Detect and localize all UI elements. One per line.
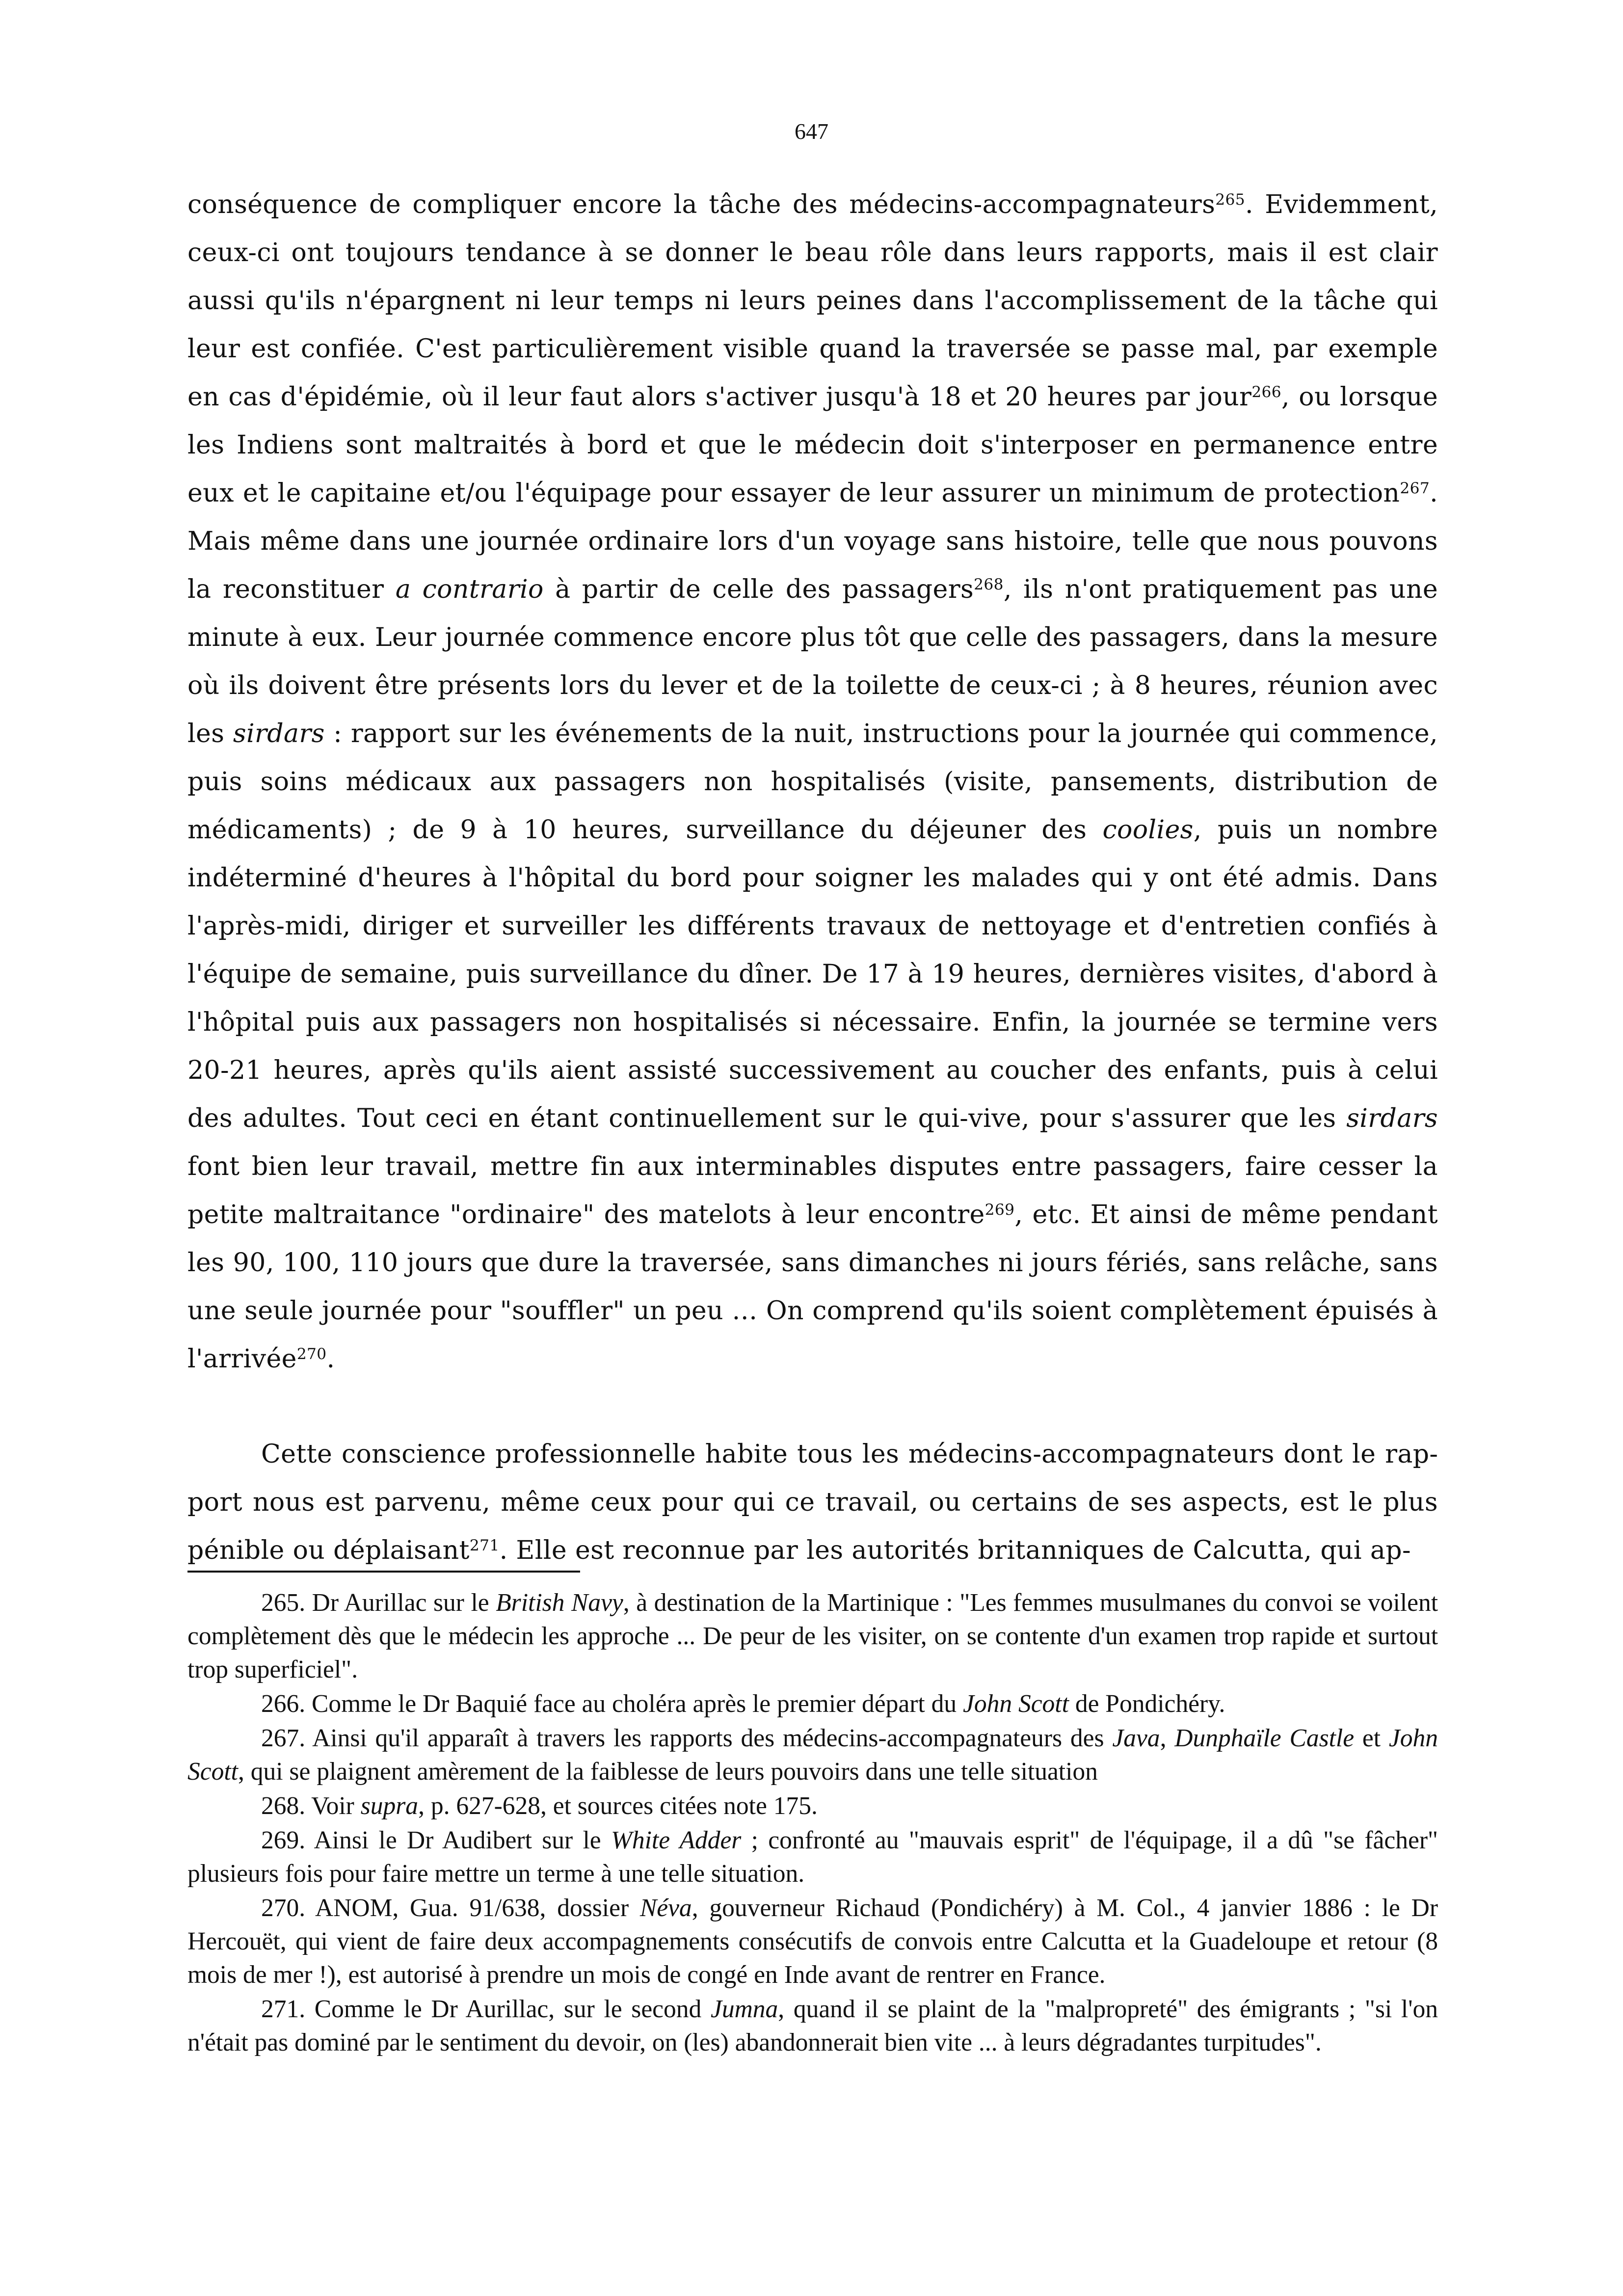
paragraph: conséquence de compliquer encore la tâche des médecins-accompagnateurs$^{265}$. Evidemment, ceux-ci ont toujours tendance à se donner le beau rôle dans leurs rapports, mais il est clair aussi qu'ils n'épargnent ni leur temps ni leurs peines dans l'accomplissement de la tâche qui leur est confiée. C'est particulièrement visible quand la traversée se passe mal, par exemple en cas d'épidémie, où il leur faut alors s'activer jusqu'à 18 et 20 heures par jour$^{266}$, ou lorsque les Indiens sont maltraités à bord et que le médecin doit s'interposer en permanence entre eux et le capitaine et/ou l'équipage pour essayer de leur assurer un minimum de protection$^{267}$. Mais même dans une journée ordinaire lors d'un voyage sans histoire, telle que nous pouvons la reconstituer a contrario à partir de celle des passagers$^{268}$, ils n'ont pratiquement pas une minute à eux. Leur journée commence encore plus tôt que celle des passagers, dans la mesure où ils doivent être présents lors du lever et de la toilette de ceux-ci ; à 8 heures, réunion avec les sirdars : rapport sur les événements de la nuit, instructions pour la journée qui commence, puis soins médicaux aux passagers non hospitalisés (visite, pansements, distribution de médicaments) ; de 9 à 10 heures, surveillance du déjeuner des coolies, puis un nombre indéterminé d'heures à l'hôpital du bord pour soigner les malades qui y ont été admis. Dans l'après-midi, diriger et surveiller les différents travaux de nettoyage et d'entretien confiés à l'équipe de semaine, puis surveillance du dîner. De 17 à 19 heures, dernières visites, d'abord à l'hôpital puis aux passagers non hospitalisés si nécessaire. Enfin, la journée se termine vers 20-21 heures, après qu'ils aient assisté successivement au coucher des enfants, puis à celui des adultes. Tout ceci en étant continuellement sur le qui-vive, pour s'assurer que les sirdars font bien leur travail, mettre fin aux interminables disputes entre passagers, faire cesser la petite maltraitance "ordinaire" des matelots à leur encontre$^{269}$, etc. Et ainsi de même pendant les 90, 100, 110 jours que dure la traversée, sans dimanches ni jours fériés, sans relâche, sans une seule journée pour "souffler" un peu … On comprend qu'ils soient complètement épuisés à l'arrivée$^{270}$. — [187, 190, 1438, 1374]
footnote: 269. Ainsi le Dr Audibert sur le White Adder ; confronté au "mauvais esprit" de l'équipage, il a dû "se fâcher" plusieurs fois pour faire mettre un terme à une telle situation. — [187, 1826, 1438, 1888]
footnote-reference[interactable]: 265 — [1215, 190, 1245, 209]
footnote-reference[interactable]: 266 — [1251, 383, 1282, 401]
footnotes — [187, 1586, 1438, 2060]
footnote: 265. Dr Aurillac sur le British Navy, à destination de la Martinique : "Les femmes musulmanes du convoi se voilent complètement dès que le médecin les approche ... De peur de les visiter, on se contente d'un examen trop rapide et surtout trop superficiel". — [187, 1589, 1438, 1683]
italic-text: Jumna — [710, 1995, 778, 2023]
italic-text: sirdars — [1346, 1104, 1438, 1133]
footnote: 270. ANOM, Gua. 91/638, dossier Néva, gouverneur Richaud (Pondichéry) à M. Col., 4 janvier 1886 : le Dr Hercouët, qui vient de faire deux accompagnements consécutifs de convois entre Calcutta et la Guadeloupe et retour (8 mois de mer !), est autorisé à prendre un mois de congé en Inde avant de rentrer en France. — [187, 1894, 1438, 1989]
footnote: 268. Voir supra, p. 627-628, et sources citées note 175. — [261, 1792, 818, 1820]
italic-text: sirdars — [233, 719, 325, 748]
italic-text: supra — [360, 1792, 419, 1820]
page-number: 647 — [795, 119, 828, 144]
footnote-separator — [187, 1571, 580, 1573]
paragraph: Cette conscience professionnelle habite tous les médecins-accompagnateurs dont le rapport nous est parvenu, même ceux pour qui ce travail, ou certains de ses aspects, est le plus pénible ou déplaisant$^{271}$. Elle est reconnue par les autorités britanniques de Calcutta, qui ap- — [187, 1440, 1438, 1565]
footnote-reference[interactable]: 270 — [296, 1345, 327, 1363]
footnote-reference[interactable]: 267 — [1400, 479, 1430, 497]
italic-text: Néva — [639, 1894, 692, 1922]
italic-text: coolies — [1102, 815, 1194, 845]
italic-text: Java — [1112, 1724, 1160, 1752]
footnote-reference[interactable]: 269 — [984, 1201, 1015, 1219]
footnote-reference[interactable]: 268 — [974, 575, 1004, 593]
body-text — [187, 181, 1438, 1575]
italic-text: a contrario — [395, 575, 544, 604]
footnote-reference[interactable]: 271 — [469, 1536, 500, 1554]
italic-text: White Adder — [611, 1826, 742, 1854]
footnote: 266. Comme le Dr Baquié face au choléra après le premier départ du John Scott de Pondichéry. — [261, 1690, 1225, 1718]
italic-text: Dunphaïle Castle — [1174, 1724, 1355, 1752]
italic-text: John Scott — [962, 1690, 1069, 1718]
italic-text: British Navy — [496, 1589, 623, 1617]
italic-text: John Scott — [187, 1724, 1438, 1786]
footnote: 267. Ainsi qu'il apparaît à travers les rapports des médecins-accompagnateurs des Java, Dunphaïle Castle et John Scott, qui se plaignent amèrement de la faiblesse de leurs pouvoirs dans une telle situation — [187, 1724, 1438, 1786]
footnote: 271. Comme le Dr Aurillac, sur le second Jumna, quand il se plaint de la "malpropreté" des émigrants ; "si l'on n'était pas dominé par le sentiment du devoir, on (les) abandonnerait bien vite ... à leurs dégradantes turpitudes". — [187, 1995, 1438, 2056]
